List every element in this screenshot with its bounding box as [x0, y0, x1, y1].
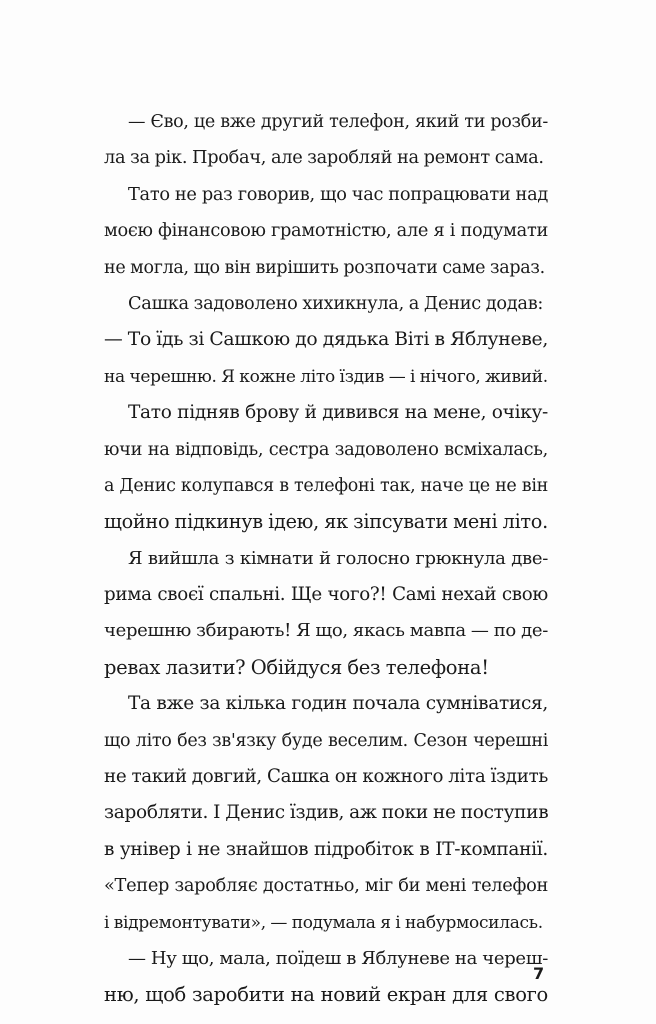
text-line: ревах лазити? Обійдуся без телефона! — [104, 655, 489, 679]
text-line: — То їдь зі Сашкою до дядька Віті в Яблуневе, — [104, 329, 548, 351]
text-line: а Денис колупався в телефоні так, наче це не він — [104, 475, 548, 496]
text-line: в універ і не знайшов підробіток в ІТ-компанії. — [104, 838, 548, 860]
text-line: Сашка задоволено хихикнула, а Денис додав: — [128, 293, 544, 314]
text-line: — Ну що, мала, поїдеш в Яблуневе на череш- — [128, 947, 548, 969]
text-line: ню, щоб заробити на новий екран для свого — [104, 983, 548, 1007]
text-line: ла за рік. Пробач, але заробляй на ремонт сама. — [104, 148, 544, 169]
text-line: на черешню. Я кожне літо їздив — і нічого, живий. — [104, 366, 548, 387]
text-line: що літо без зв'язку буде веселим. Сезон черешні — [104, 730, 548, 751]
text-line: не могла, що він вирішить розпочати саме зараз. — [104, 257, 545, 278]
text-line: щойно підкинув ідею, як зіпсувати мені літо. — [104, 510, 548, 534]
text-line: заробляти. І Денис їздив, аж поки не поступив — [104, 802, 549, 824]
text-line: і відремонтувати», — подумала я і набурмосилась. — [104, 912, 543, 933]
text-line: ючи на відповідь, сестра задоволено всміхалась, — [104, 439, 548, 460]
page-number: 7 — [533, 964, 545, 983]
text-line: Тато не раз говорив, що час попрацювати над — [128, 184, 548, 205]
text-line: Та вже за кілька годин почала сумніватися, — [128, 693, 548, 715]
text-line: не такий довгий, Сашка он кожного літа їздить — [104, 766, 548, 788]
text-line: черешню збирають! Я що, якась мавпа — по де- — [104, 620, 548, 642]
text-line: «Тепер заробляє достатньо, міг би мені телефон — [104, 876, 548, 897]
text-line: — Єво, це вже другий телефон, який ти розби- — [128, 112, 548, 132]
body-text — [104, 104, 548, 1014]
text-line: Я вийшла з кімнати й голосно грюкнула две- — [128, 547, 548, 569]
text-line: моєю фінансовою грамотністю, але я і подумати — [104, 221, 548, 242]
text-line: Тато підняв брову й дивився на мене, очіку- — [128, 402, 548, 424]
text-line: рима своєї спальні. Ще чого?! Самі нехай свою — [104, 584, 548, 606]
